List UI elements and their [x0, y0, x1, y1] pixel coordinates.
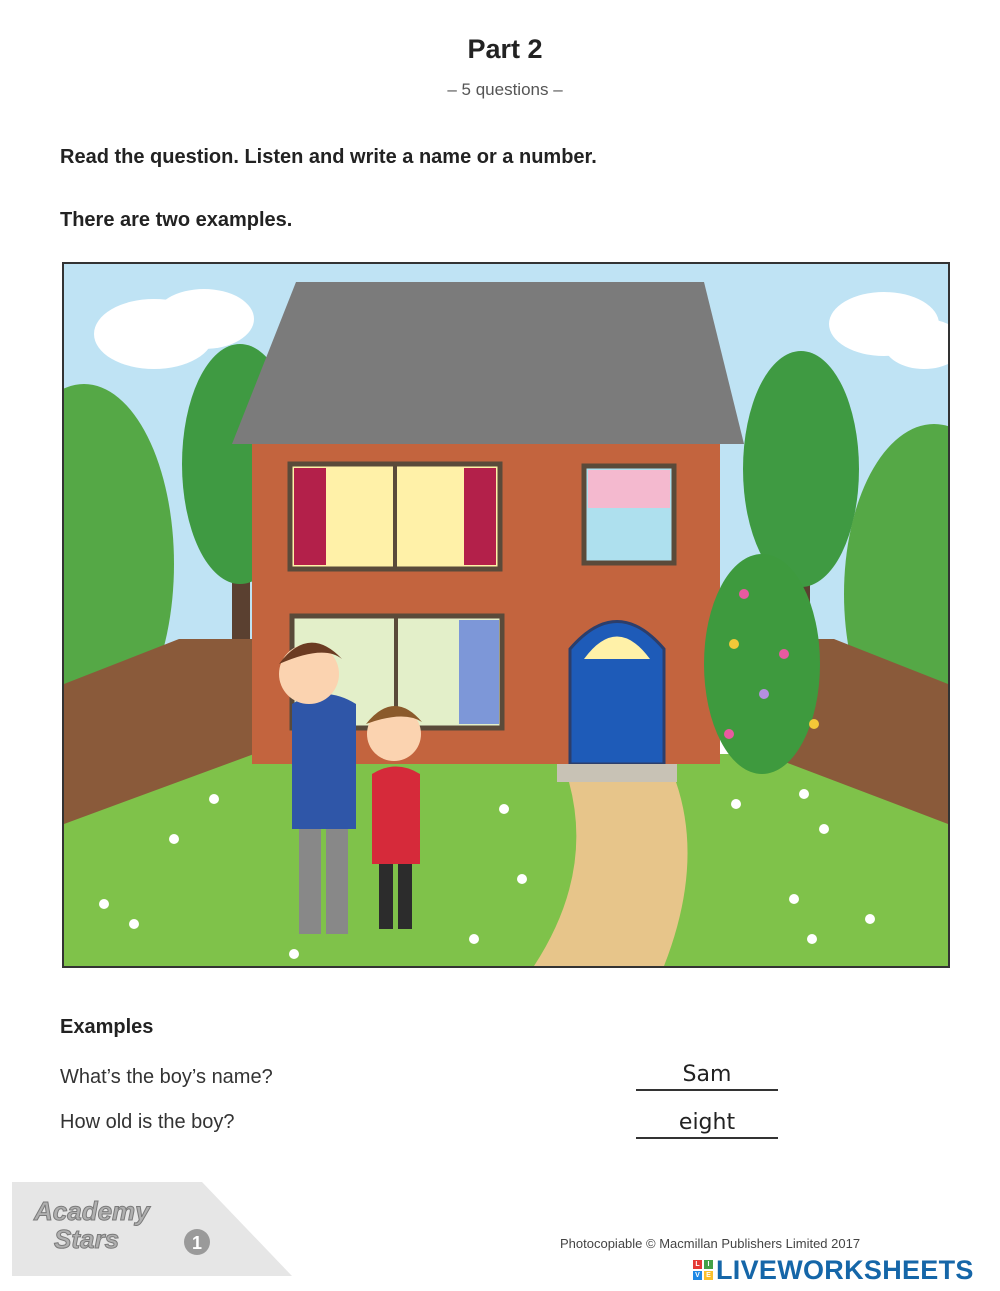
example-question-1: What’s the boy’s name?: [60, 1066, 273, 1088]
liveworksheets-wordmark: LIVEWORKSHEETS: [716, 1254, 974, 1285]
academy-stars-logo: [12, 1180, 292, 1276]
lawn: [64, 754, 948, 966]
house-roof: [232, 282, 744, 444]
example-question-2: How old is the boy?: [60, 1111, 235, 1133]
door-step: [557, 764, 677, 782]
logo-number: 1: [192, 1233, 203, 1253]
example-answer-2: eight: [636, 1110, 778, 1139]
logo-word-2: Stars: [54, 1224, 120, 1254]
liveworksheets-logo-icon: L I V E: [693, 1260, 713, 1280]
flower-shrub: [704, 554, 820, 774]
examples-heading: Examples: [60, 1016, 154, 1038]
logo-word-1: Academy: [34, 1196, 150, 1226]
liveworksheets-brand: [693, 1254, 974, 1286]
tree-right: [743, 351, 859, 587]
copyright-notice: Photocopiable © Macmillan Publishers Limited 2017: [560, 1236, 861, 1251]
examples-note: There are two examples.: [60, 209, 293, 231]
instruction-text: Read the question. Listen and write a name or a number.: [60, 146, 597, 168]
example-answer-1: Sam: [636, 1062, 778, 1091]
page-subtitle: – 5 questions –: [447, 80, 563, 99]
page-title: Part 2: [467, 34, 543, 64]
house-scene-illustration: [62, 262, 950, 968]
